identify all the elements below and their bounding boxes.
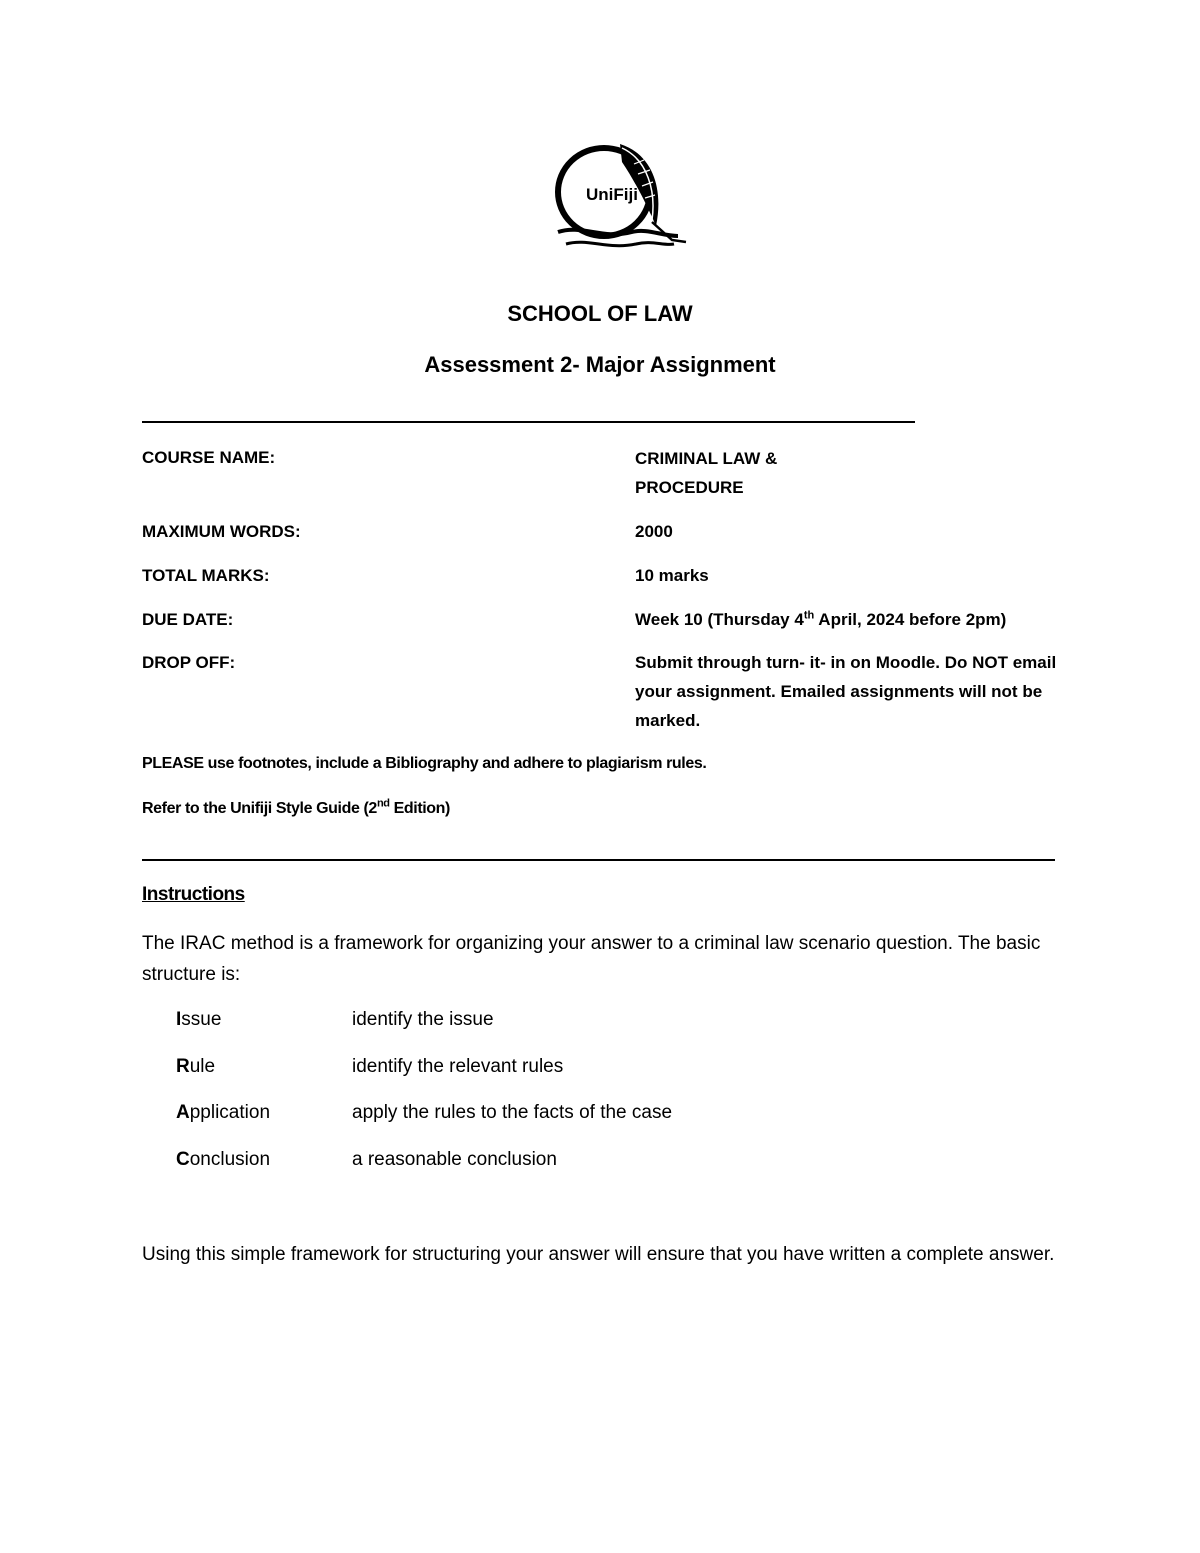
unifiji-logo	[552, 140, 692, 255]
irac-term-rule: Rule	[176, 1056, 216, 1077]
style-guide-note: Refer to the Unifiji Style Guide (2nd Edition)	[142, 797, 450, 817]
instructions-heading: Instructions	[142, 884, 245, 905]
drop-off-value: Submit through turn- it- in on Moodle. Do NOT email your assignment. Emailed assignments will not be marked.	[635, 653, 1057, 730]
irac-desc-issue: identify the issue	[352, 1009, 494, 1030]
top-divider	[142, 421, 915, 423]
instructions-closing: Using this simple framework for structuring your answer will ensure that you have written a complete answer.	[142, 1244, 1055, 1265]
drop-off-label: DROP OFF:	[142, 653, 236, 672]
due-date-label: DUE DATE:	[142, 610, 234, 629]
irac-desc-conclusion: a reasonable conclusion	[352, 1149, 557, 1170]
instructions-intro: The IRAC method is a framework for organizing your answer to a criminal law scenario question. The basic structure is:	[142, 933, 1041, 985]
bottom-divider	[142, 859, 1055, 861]
logo-text: UniFiji	[586, 185, 638, 204]
irac-term-conclusion: Conclusion	[176, 1149, 271, 1170]
footnotes-note: PLEASE use footnotes, include a Bibliography and adhere to plagiarism rules.	[142, 755, 707, 772]
school-title: SCHOOL OF LAW	[507, 301, 693, 326]
irac-desc-application: apply the rules to the facts of the case	[352, 1102, 673, 1123]
total-marks-value: 10 marks	[635, 566, 709, 585]
course-name-value: CRIMINAL LAW & PROCEDURE	[635, 449, 778, 497]
assessment-title: Assessment 2- Major Assignment	[424, 352, 776, 377]
max-words-value: 2000	[635, 522, 673, 541]
total-marks-label: TOTAL MARKS:	[142, 566, 270, 585]
max-words-label: MAXIMUM WORDS:	[142, 522, 301, 541]
due-date-value: Week 10 (Thursday 4th April, 2024 before 2pm)	[635, 609, 1007, 629]
irac-term-application: Application	[176, 1102, 271, 1123]
irac-desc-rule: identify the relevant rules	[352, 1056, 564, 1077]
course-name-label: COURSE NAME:	[142, 448, 276, 467]
irac-term-issue: Issue	[176, 1009, 222, 1030]
